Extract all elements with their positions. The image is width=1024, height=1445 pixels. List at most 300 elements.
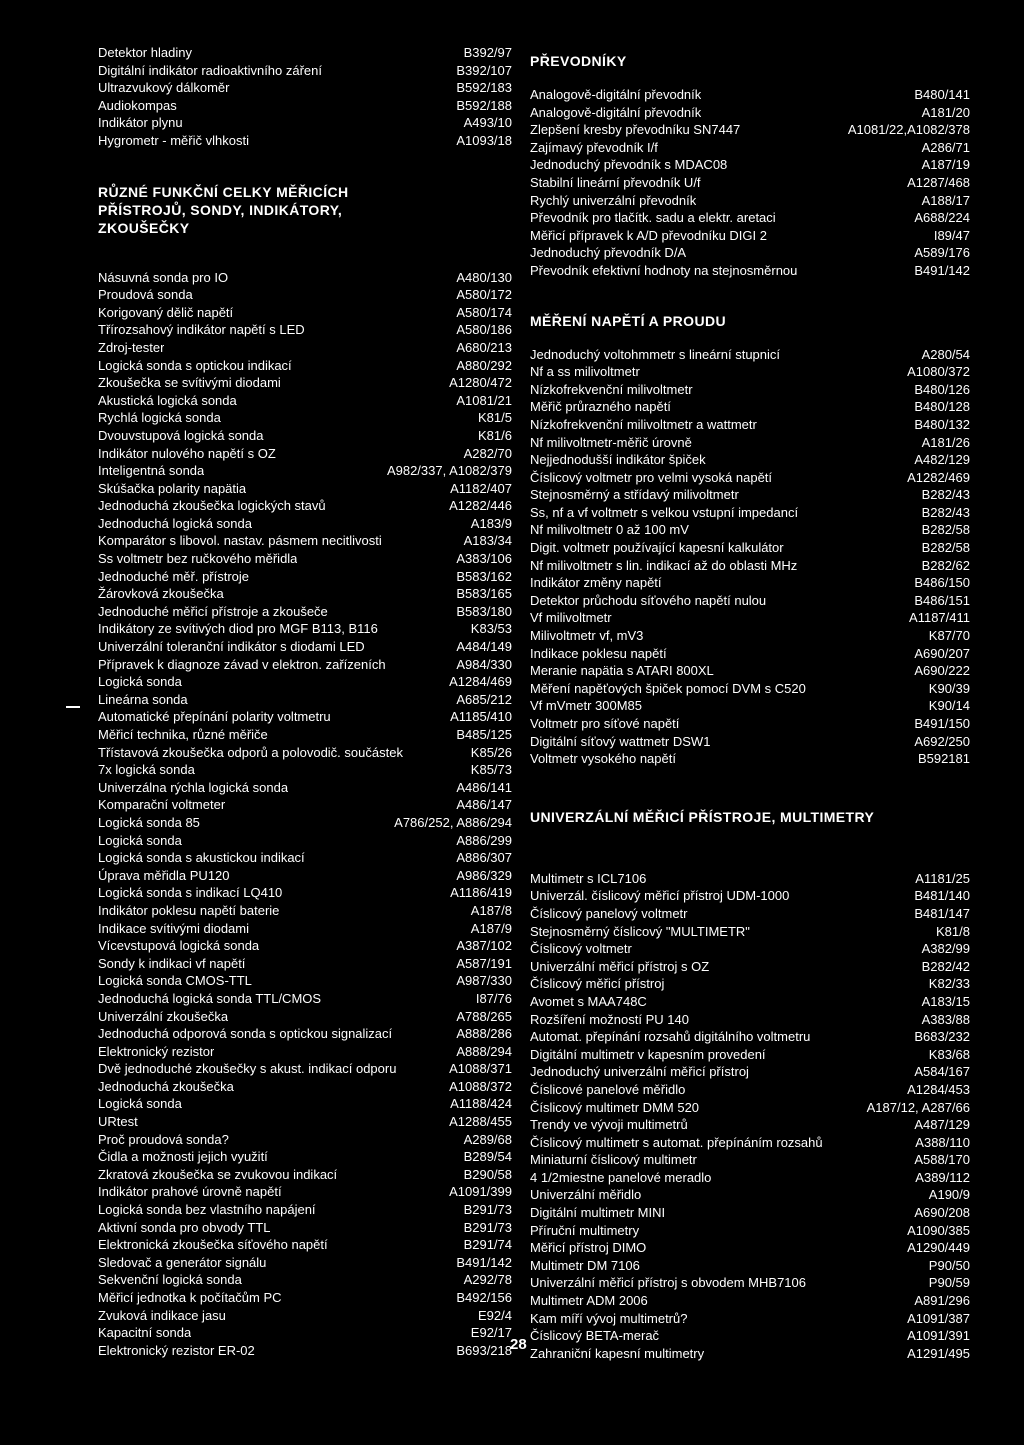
list-item (98, 972, 512, 990)
list-item (98, 79, 512, 97)
list-item (98, 1131, 512, 1149)
item-reference: A286/71 (921, 139, 970, 155)
item-reference: A1080/372 (907, 364, 970, 380)
item-title: Indikace svítivými diodami (98, 920, 249, 936)
list-item (530, 539, 970, 557)
list-item (530, 697, 970, 715)
item-title: Čidla a možnosti jejich využití (98, 1149, 268, 1165)
list-item (530, 1116, 970, 1134)
item-reference: A891/296 (914, 1293, 970, 1309)
item-reference: A1091/387 (907, 1310, 970, 1326)
list-item (98, 585, 512, 603)
item-reference: B291/73 (463, 1219, 512, 1235)
list-item (530, 1257, 970, 1275)
item-title: Proč proudová sonda? (98, 1131, 229, 1147)
item-title: Nf milivoltmetr 0 až 100 mV (530, 522, 689, 538)
item-title: Jednoduchá logická sonda TTL/CMOS (98, 990, 322, 1006)
item-title: Logická sonda (98, 1096, 182, 1112)
item-reference: A183/9 (470, 515, 512, 531)
list-item (98, 1148, 512, 1166)
item-reference: A1284/469 (449, 674, 512, 690)
list-item (98, 550, 512, 568)
item-reference: A690/208 (914, 1205, 970, 1221)
item-title: Inteligentná sonda (98, 463, 205, 479)
item-title: Detektor průchodu síťového napětí nulou (530, 592, 767, 608)
item-title: Univerzálna rýchla logická sonda (98, 779, 289, 795)
item-title: Jednoduchý převodník D/A (530, 245, 687, 261)
item-reference: A580/174 (456, 304, 512, 320)
item-title: Ss voltmetr bez ručkového měřidla (98, 551, 298, 567)
item-reference: B291/73 (463, 1202, 512, 1218)
item-reference: A187/8 (470, 902, 512, 918)
list-item (98, 1183, 512, 1201)
list-item (530, 870, 970, 888)
item-reference: A589/176 (914, 245, 970, 261)
list-item (98, 1219, 512, 1237)
item-title: Automat. přepínání rozsahů digitálního voltmetru (530, 1029, 811, 1045)
list-item (530, 1327, 970, 1345)
list-item (530, 521, 970, 539)
item-reference: A685/212 (456, 691, 512, 707)
item-title: Univerzální měřidlo (530, 1187, 642, 1203)
item-title: Sekvenční logická sonda (98, 1272, 242, 1288)
item-title: Proudová sonda (98, 287, 193, 303)
item-reference: E92/17 (470, 1325, 512, 1341)
margin-dash (66, 706, 80, 708)
list-item (98, 568, 512, 586)
item-title: Nf milivoltmetr-měřič úrovně (530, 434, 692, 450)
list-item (530, 346, 970, 364)
item-reference: B480/132 (914, 416, 970, 432)
item-title: Logická sonda bez vlastního napájení (98, 1202, 316, 1218)
list-item (98, 796, 512, 814)
item-reference: A690/207 (914, 645, 970, 661)
item-title: Sondy k indikaci vf napětí (98, 955, 246, 971)
list-item (530, 1204, 970, 1222)
item-title: Detektor hladiny (98, 45, 192, 60)
item-reference: A480/130 (456, 269, 512, 285)
item-reference: B282/58 (921, 540, 970, 556)
item-title: Jednoduchý převodník s MDAC08 (530, 157, 728, 173)
list-item (98, 1342, 512, 1360)
item-reference: B592/188 (456, 97, 512, 113)
item-title: Akustická logická sonda (98, 392, 237, 408)
list-item (98, 445, 512, 463)
item-title: Logická sonda (98, 674, 182, 690)
item-reference: A1181/25 (915, 870, 970, 886)
list-item (98, 1113, 512, 1131)
item-reference: A982/337, A1082/379 (386, 463, 512, 479)
item-reference: A1284/453 (907, 1081, 970, 1097)
list-item (530, 993, 970, 1011)
item-reference: B592/183 (456, 80, 512, 96)
list-item (98, 515, 512, 533)
item-reference: A788/265 (456, 1008, 512, 1024)
list-item (530, 645, 970, 663)
item-title: Indikátor plynu (98, 115, 183, 131)
list-item (98, 620, 512, 638)
item-reference: A181/26 (921, 434, 970, 450)
list-item (530, 609, 970, 627)
list-item (530, 627, 970, 645)
list-item (530, 1292, 970, 1310)
list-item (530, 940, 970, 958)
item-title: Nízkofrekvenční milivoltmetr (530, 381, 693, 397)
item-reference: A1088/372 (449, 1078, 512, 1094)
list-item (98, 339, 512, 357)
list-item (98, 321, 512, 339)
item-title: Zajímavý převodník I/f (530, 139, 658, 155)
item-reference: A382/99 (921, 941, 970, 957)
list-item (98, 937, 512, 955)
item-title: Jednoduché měř. přístroje (98, 568, 250, 584)
list-item (98, 62, 512, 80)
item-reference: A387/102 (456, 938, 512, 954)
list-item (530, 192, 970, 210)
item-reference: K90/39 (928, 680, 970, 696)
item-reference: K81/8 (936, 923, 970, 939)
list-item (530, 1186, 970, 1204)
item-reference: A886/307 (456, 850, 512, 866)
list-item (98, 920, 512, 938)
list-item (530, 592, 970, 610)
left-top-list (98, 44, 512, 150)
item-reference: A289/68 (463, 1131, 512, 1147)
list-item (98, 480, 512, 498)
item-reference: A587/191 (456, 955, 512, 971)
item-title: Rozšíření možností PU 140 (530, 1011, 689, 1027)
item-reference: A487/129 (914, 1117, 970, 1133)
item-reference: A1081/21 (456, 392, 512, 408)
list-item (530, 1345, 970, 1363)
item-title: Měření napěťových špiček pomocí DVM s C520 (530, 680, 806, 696)
item-title: Kam míří vývoj multimetrů? (530, 1310, 688, 1326)
item-reference: A888/286 (456, 1026, 512, 1042)
multimetry-list (530, 870, 970, 1363)
item-reference: A188/17 (921, 192, 970, 208)
item-title: Číslicový multimetr s automat. přepínáním rozsahů (530, 1134, 823, 1150)
item-reference: A187/19 (921, 157, 970, 173)
item-title: Číslicový panelový voltmetr (530, 905, 688, 921)
item-title: Univerzál. číslicový měřicí přístroj UDM-1000 (530, 888, 790, 904)
list-item (530, 486, 970, 504)
item-reference: B583/180 (456, 603, 512, 619)
item-reference: B693/218 (456, 1342, 512, 1358)
item-title: Rychlá logická sonda (98, 410, 221, 426)
item-title: Úprava měřidla PU120 (98, 867, 230, 883)
item-title: Digitální indikátor radioaktivního záření (98, 62, 323, 78)
list-item (530, 209, 970, 227)
item-title: Kapacitní sonda (98, 1325, 192, 1341)
list-item (98, 673, 512, 691)
item-reference: B481/140 (914, 888, 970, 904)
item-title: Měřicí přípravek k A/D převodníku DIGI 2 (530, 227, 767, 243)
section-heading-multimetry: UNIVERZÁLNÍ MĚŘICÍ PŘÍSTROJE, MULTIMETRY (530, 808, 875, 825)
item-reference: B282/43 (921, 504, 970, 520)
list-item (530, 244, 970, 262)
item-reference: A1093/18 (456, 132, 512, 148)
list-item (98, 955, 512, 973)
item-title: Audiokompas (98, 97, 177, 113)
list-item (530, 1134, 970, 1152)
list-item (530, 1151, 970, 1169)
item-title: Číslicový voltmetr pro velmi vysoká napětí (530, 469, 773, 485)
list-item (98, 708, 512, 726)
prevodniky-list (530, 86, 970, 280)
item-title: Číslicový BETA-merač (530, 1328, 660, 1344)
item-title: Převodník efektivní hodnoty na stejnosměrnou (530, 262, 798, 278)
right-column (530, 52, 970, 1362)
item-reference: A1091/391 (907, 1328, 970, 1344)
item-title: Číslicový měřicí přístroj (530, 976, 665, 992)
list-item (530, 156, 970, 174)
list-item (530, 1046, 970, 1064)
item-reference: A1288/455 (449, 1114, 512, 1130)
list-item (530, 121, 970, 139)
item-reference: A987/330 (456, 973, 512, 989)
list-item (98, 409, 512, 427)
item-reference: A486/141 (456, 779, 512, 795)
item-title: Indikátor nulového napětí s OZ (98, 445, 276, 461)
list-item (98, 1008, 512, 1026)
list-item (98, 1095, 512, 1113)
item-reference: A680/213 (456, 339, 512, 355)
list-item (98, 902, 512, 920)
item-reference: A1280/472 (449, 375, 512, 391)
item-title: Sledovač a generátor signálu (98, 1254, 267, 1270)
item-reference: B282/43 (921, 487, 970, 503)
item-reference: A282/70 (463, 445, 512, 461)
list-item (98, 867, 512, 885)
item-title: Digitální síťový wattmetr DSW1 (530, 733, 711, 749)
list-item (530, 574, 970, 592)
item-reference: I87/76 (475, 990, 512, 1006)
item-reference: B291/74 (463, 1237, 512, 1253)
list-item (530, 381, 970, 399)
item-reference: A1186/419 (450, 885, 512, 901)
list-item (98, 814, 512, 832)
item-title: Logická sonda 85 (98, 814, 200, 830)
page-number: 28 (510, 1336, 527, 1353)
item-reference: A886/299 (456, 832, 512, 848)
left-main-list (98, 269, 512, 1360)
item-reference: B683/232 (914, 1029, 970, 1045)
item-title: Zkratová zkoušečka se zvukovou indikací (98, 1166, 338, 1182)
list-item (530, 750, 970, 768)
item-title: Miniaturní číslicový multimetr (530, 1152, 697, 1168)
item-title: Analogově-digitální převodník (530, 87, 702, 102)
list-item (530, 1239, 970, 1257)
item-reference: K83/53 (470, 621, 512, 637)
item-title: Jednoduchá odporová sonda s optickou signalizací (98, 1026, 393, 1042)
list-item (530, 434, 970, 452)
item-title: Třístavová zkoušečka odporů a polovodič. součástek (98, 744, 403, 760)
item-reference: A580/186 (456, 322, 512, 338)
item-title: Zvuková indikace jasu (98, 1307, 226, 1323)
item-title: Násuvná sonda pro IO (98, 269, 229, 285)
item-title: Rychlý univerzální převodník (530, 192, 697, 208)
item-title: Měřič průrazného napětí (530, 399, 671, 415)
item-reference: B289/54 (463, 1149, 512, 1165)
item-title: Digit. voltmetr používající kapesní kalkulátor (530, 540, 784, 556)
item-reference: A1088/371 (449, 1061, 512, 1077)
item-reference: B485/125 (456, 727, 512, 742)
item-title: Číslicové panelové měřidlo (530, 1081, 686, 1097)
item-title: Digitální multimetr v kapesním provedení (530, 1046, 766, 1062)
item-reference: A580/172 (456, 287, 512, 303)
list-item (530, 557, 970, 575)
item-reference: B491/142 (914, 262, 970, 278)
item-title: Logická sonda (98, 832, 182, 848)
list-item (98, 374, 512, 392)
item-reference: B392/97 (463, 45, 512, 60)
list-item (530, 1099, 970, 1117)
item-reference: A786/252, A886/294 (394, 814, 512, 830)
item-title: Nízkofrekvenční milivoltmetr a wattmetr (530, 416, 757, 432)
item-title: Třírozsahový indikátor napětí s LED (98, 322, 305, 338)
item-reference: P90/50 (928, 1257, 970, 1273)
list-item (530, 139, 970, 157)
item-title: Zlepšení kresby převodníku SN7447 (530, 122, 741, 138)
item-reference: A690/222 (914, 663, 970, 679)
list-item (98, 1236, 512, 1254)
item-reference: A183/15 (921, 993, 970, 1009)
item-reference: B480/126 (914, 381, 970, 397)
item-reference: B486/150 (914, 575, 970, 591)
list-item (98, 1254, 512, 1272)
item-reference: A1185/410 (450, 709, 512, 725)
item-reference: A1188/424 (450, 1096, 512, 1112)
item-reference: A484/149 (456, 639, 512, 655)
item-title: Lineárna sonda (98, 691, 188, 707)
item-reference: K83/68 (928, 1046, 970, 1062)
item-reference: K81/5 (478, 410, 512, 426)
item-title: Stejnosměrný číslicový "MULTIMETR" (530, 923, 750, 939)
list-item (530, 1169, 970, 1187)
list-item (530, 975, 970, 993)
item-reference: A1282/469 (907, 469, 970, 485)
section-heading-prevodniky: PŘEVODNÍKY (530, 53, 627, 69)
list-item (530, 227, 970, 245)
item-reference: B491/142 (456, 1254, 512, 1270)
item-title: Ss, nf a vf voltmetr s velkou vstupní impedancí (530, 504, 799, 520)
item-title: Multimetr s ICL7106 (530, 870, 647, 886)
list-item (98, 832, 512, 850)
item-reference: B282/62 (921, 557, 970, 573)
item-reference: A280/54 (921, 346, 970, 362)
item-reference: I89/47 (933, 227, 970, 243)
list-item (98, 779, 512, 797)
list-item (530, 363, 970, 381)
list-item (98, 744, 512, 762)
item-title: Jednoduchá zkoušečka (98, 1078, 234, 1094)
item-title: Skúšačka polarity napätia (98, 480, 247, 496)
item-title: Žárovková zkoušečka (98, 586, 224, 602)
item-title: Digitální multimetr MINI (530, 1205, 666, 1221)
item-reference: A880/292 (456, 357, 512, 373)
item-title: Logická sonda s optickou indikací (98, 357, 292, 373)
item-title: Voltmetr vysokého napětí (530, 751, 676, 767)
list-item (98, 497, 512, 515)
list-item (98, 1025, 512, 1043)
item-title: Meranie napätia s ATARI 800XL (530, 663, 714, 679)
item-reference: K90/14 (928, 698, 970, 714)
item-title: Vf mVmetr 300M85 (530, 698, 642, 714)
list-item (530, 1011, 970, 1029)
item-title: Nf milivoltmetr s lin. indikací až do oblasti MHz (530, 557, 798, 573)
item-title: Hygrometr - měřič vlhkosti (98, 132, 249, 148)
list-item (530, 174, 970, 192)
item-title: Voltmetr pro síťové napětí (530, 716, 680, 731)
item-title: Ultrazvukový dálkoměr (98, 80, 230, 96)
item-reference: A187/12, A287/66 (866, 1099, 970, 1115)
item-title: Korigovaný dělič napětí (98, 304, 234, 320)
item-reference: A482/129 (914, 452, 970, 468)
item-reference: A187/9 (470, 920, 512, 936)
item-reference: A383/88 (921, 1011, 970, 1027)
list-item (530, 451, 970, 469)
item-title: Logická sonda s akustickou indikací (98, 850, 305, 866)
item-title: Multimetr ADM 2006 (530, 1293, 648, 1309)
item-reference: A986/329 (456, 867, 512, 883)
item-reference: B480/141 (914, 87, 970, 102)
item-title: Indikátory ze svítivých diod pro MGF B113, B116 (98, 621, 378, 637)
section-heading-ruzne: RŮZNÉ FUNKČNÍ CELKY MĚŘICÍCH PŘÍSTROJŮ, SONDY, INDIKÁTORY, ZKOUŠEČKY (98, 183, 349, 236)
item-title: Indikátor prahové úrovně napětí (98, 1184, 282, 1200)
item-title: Univerzální zkoušečka (98, 1008, 229, 1024)
list-item (530, 262, 970, 280)
item-reference: B592181 (917, 751, 970, 767)
list-item (98, 532, 512, 550)
list-item (98, 44, 512, 62)
section-heading-mereni: MĚŘENÍ NAPĚTÍ A PROUDU (530, 312, 726, 329)
item-reference: A1287/468 (907, 174, 970, 190)
item-reference: B481/147 (914, 905, 970, 921)
item-title: Univerzální toleranční indikátor s diodami LED (98, 639, 365, 655)
item-title: Číslicový voltmetr (530, 941, 632, 957)
item-reference: A389/112 (915, 1169, 970, 1185)
item-reference: A1090/385 (907, 1222, 970, 1238)
item-reference: K85/73 (470, 762, 512, 778)
item-reference: A292/78 (463, 1272, 512, 1288)
item-reference: A888/294 (456, 1043, 512, 1059)
list-item (530, 1063, 970, 1081)
item-title: Jednoduchý univerzální měřicí přístroj (530, 1064, 749, 1080)
item-reference: A1291/495 (907, 1345, 970, 1361)
item-title: Komparátor s libovol. nastav. pásmem necitlivosti (98, 533, 382, 549)
list-item (530, 1274, 970, 1292)
list-item (98, 990, 512, 1008)
item-title: Číslicový multimetr DMM 520 (530, 1099, 700, 1115)
item-title: Jednoduchá logická sonda (98, 515, 252, 531)
item-title: Indikátor poklesu napětí baterie (98, 902, 280, 918)
list-item (98, 1078, 512, 1096)
item-title: URtest (98, 1114, 138, 1130)
item-title: Stabilní lineární převodník U/f (530, 174, 701, 190)
list-item (530, 104, 970, 122)
item-title: Elektronická zkoušečka síťového napětí (98, 1237, 328, 1253)
mereni-list (530, 346, 970, 768)
item-reference: A584/167 (914, 1064, 970, 1080)
list-item (98, 97, 512, 115)
list-item (530, 662, 970, 680)
list-item (98, 114, 512, 132)
item-reference: A1187/411 (909, 610, 970, 626)
item-reference: K81/6 (478, 427, 512, 443)
item-title: Vícevstupová logická sonda (98, 938, 260, 954)
item-title: Logická sonda CMOS-TTL (98, 973, 252, 989)
item-reference: E92/4 (478, 1307, 512, 1323)
